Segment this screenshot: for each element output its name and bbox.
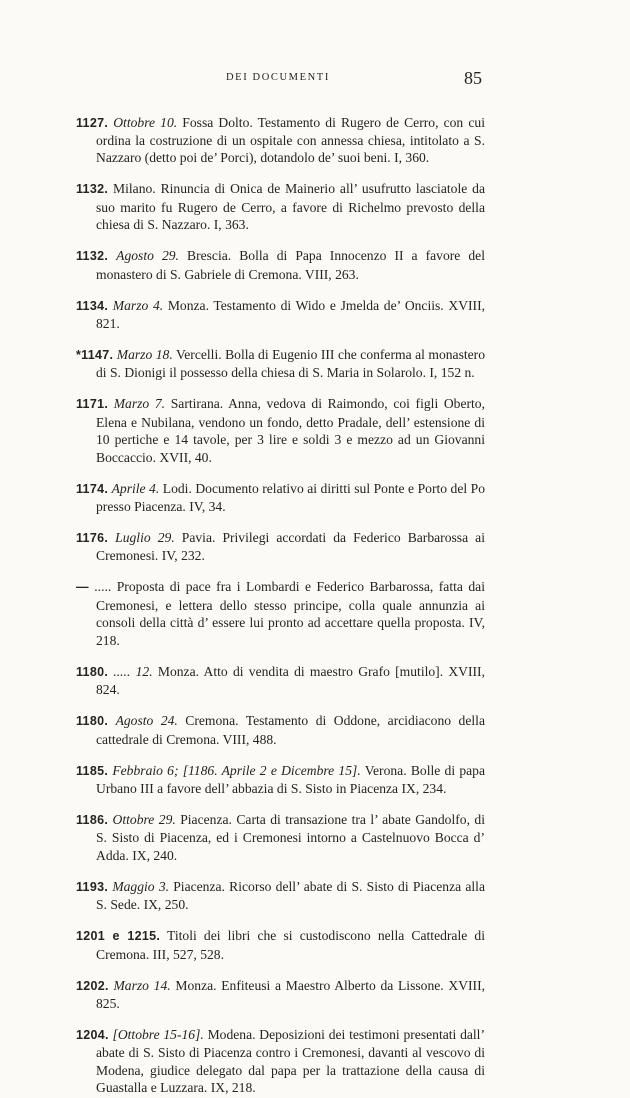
entry-year: *1147. — [76, 348, 114, 363]
list-item — [76, 247, 485, 283]
entry-year: 1201 e 1215. — [76, 929, 161, 944]
entry-text: Cremona. Testamento di Oddone, arcidiacono della cattedrale di Cremona. VIII, 488. — [96, 713, 485, 747]
entry-text: Monza. Atto di vendita di maestro Grafo [mutilo]. XVIII, 824. — [96, 663, 485, 698]
entry-date: Febbraio 6; [1186. Aprile 2 e Dicembre 15]. — [112, 762, 361, 778]
entry-date: Marzo 7. — [113, 396, 166, 412]
running-title: DEI DOCUMENTI — [226, 72, 330, 83]
entry-text: Milano. Rinuncia di Onica de Mainerio all’ usufrutto lasciatole da suo marito fu Rugero de Cerro, a favore di Richelmo prevosto della chiesa di S. Nazzaro. I, 363. — [96, 181, 485, 233]
entry-text: Sartirana. Anna, vedova di Raimondo, coi figli Oberto, Elena e Nubilana, vendono un fondo, detto Pradale, dell’ estensione di 10 pertiche e 14 tavole, per 3 lire e soldi 3 e mezzo ad un Giovanni Boccaccio. XVII, 40. — [96, 396, 485, 465]
entry-date: Ottobre 29. — [112, 811, 176, 827]
entry-date: Marzo 14. — [113, 977, 171, 993]
entry-year: 1134. — [76, 298, 109, 313]
list-item — [76, 712, 485, 748]
entry-text: Vercelli. Bolla di Eugenio III che conferma al monastero di S. Dionigi il possesso della chiesa di S. Maria in Solarolo. I, 152 n. — [96, 347, 485, 381]
entry-text: Titoli dei libri che si custodiscono nella Cattedrale di Cremona. III, 527, 528. — [96, 928, 486, 962]
entry-date: Maggio 3. — [112, 878, 170, 894]
entry-text: Pavia. Privilegi accordati da Federico Barbarossa ai Cremonesi. IV, 232. — [96, 530, 485, 564]
page-number: 85 — [464, 68, 482, 88]
list-item — [76, 180, 485, 233]
entry-text: Monza. Testamento di Wido e Jmelda de’ Onciis. XVIII, 821. — [96, 297, 485, 332]
entry-year: — — [76, 580, 89, 595]
entry-date: Agosto 29. — [116, 248, 179, 264]
entry-text: Monza. Enfiteusi a Maestro Alberto da Lissone. XVIII, 825. — [96, 977, 485, 1011]
entry-text: Piacenza. Carta di transazione tra l’ abate Gandolfo, di S. Sisto di Piacenza, ed i Cremonesi intorno a Castelnuovo Bocca d’ Adda. IX, 240. — [96, 811, 485, 863]
entry-text: Modena. Deposizioni dei testimoni presentati dall’ abate di S. Sisto di Piacenza contro i Cremonesi, davanti al vescovo di Modena, giudice delegato dal papa per la trattazione della causa di Guastalla e Luzzara. IX, 218. — [96, 1026, 485, 1096]
entry-text: Lodi. Documento relativo ai diritti sul Ponte e Porto del Po presso Piacenza. IV, 34. — [96, 480, 485, 515]
list-item — [76, 762, 485, 798]
entry-year: 1127. — [76, 115, 109, 130]
entry-date: Aprile 4. — [111, 480, 160, 496]
list-item — [76, 663, 485, 699]
list-item — [76, 811, 485, 864]
entry-text: Brescia. Bolla di Papa Innocenzo II a favore del monastero di S. Gabriele di Cremona. VIII, 263. — [96, 248, 485, 282]
entry-year: 1180. — [76, 664, 109, 679]
entry-text: Verona. Bolle di papa Urbano III a favore dell’ abbazia di S. Sisto in Piacenza IX, 234. — [96, 762, 486, 796]
entry-date: Marzo 4. — [112, 297, 164, 313]
list-item — [76, 480, 485, 516]
entry-year: 1193. — [76, 879, 109, 894]
document-list — [76, 100, 485, 1098]
list-item — [76, 878, 485, 914]
entry-text: ..... Proposta di pace fra i Lombardi e Federico Barbarossa, fatta dai Cremonesi, e lettera dello stesso principe, colla quale annunzia ai consoli della città d’ essere lui pronto ad accettare quella proposta. IV, 218. — [94, 579, 485, 648]
list-item — [76, 395, 485, 466]
entry-date: Luglio 29. — [115, 530, 175, 546]
list-item — [76, 927, 485, 963]
entry-year: 1180. — [76, 714, 109, 729]
entry-date: ..... 12. — [113, 663, 153, 679]
entry-year: 1171. — [76, 397, 109, 412]
list-item — [76, 578, 485, 649]
page-header — [0, 70, 630, 90]
list-item — [76, 346, 485, 382]
entry-date: Agosto 24. — [115, 713, 178, 729]
list-item — [76, 1026, 485, 1097]
list-item — [76, 977, 485, 1013]
entry-year: 1185. — [76, 763, 109, 778]
list-item — [76, 114, 485, 167]
entry-year: 1176. — [76, 531, 109, 546]
entry-year: 1202. — [76, 978, 109, 993]
entry-text: Piacenza. Ricorso dell’ abate di S. Sisto di Piacenza alla S. Sede. IX, 250. — [96, 878, 485, 913]
entry-year: 1132. — [76, 182, 109, 197]
entry-date: [Ottobre 15-16]. — [112, 1026, 204, 1042]
entry-year: 1186. — [76, 812, 109, 827]
entry-date: Marzo 18. — [116, 347, 173, 363]
entry-year: 1204. — [76, 1027, 109, 1042]
entry-date: Ottobre 10. — [113, 114, 178, 130]
entry-year: 1174. — [76, 481, 109, 496]
list-item — [76, 529, 485, 565]
list-item — [76, 297, 485, 333]
entry-year: 1132. — [76, 249, 109, 264]
entry-text: Fossa Dolto. Testamento di Rugero de Cerro, con cui ordina la costruzione di un ospitale con annessa chiesa, intitolato a S. Nazzaro (detto poi de’ Porci), dotandolo de’ suoi beni. I, 360. — [96, 114, 485, 166]
